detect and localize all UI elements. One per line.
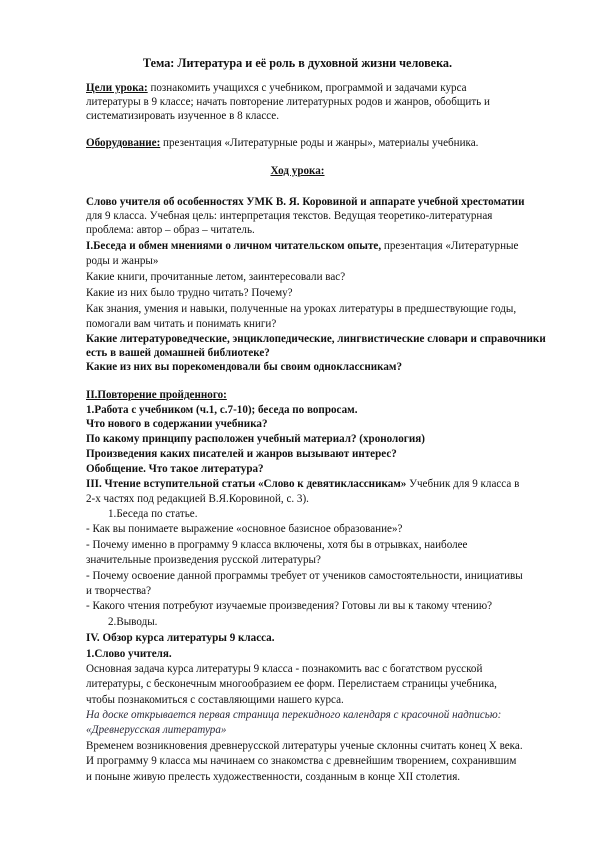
section2-question-2: По какому принципу расположен учебный материал? (хронология)	[86, 433, 425, 445]
section4-paragraph-2c: и поныне живую прелесть художественности, созданным в конце XII столетия.	[86, 771, 461, 783]
section3-line-2: 2-х частях под редакцией В.Я.Коровиной, с. 3).	[86, 493, 309, 505]
section4-subheading: 1.Слово учителя.	[86, 648, 172, 660]
section3-question-3a: - Почему освоение данной программы требует от учеников самостоятельности, инициативы	[86, 570, 523, 582]
section3-question-1: - Как вы понимаете выражение «основное базисное образование»?	[86, 523, 403, 535]
section4-paragraph-2b: И программу 9 класса мы начинаем со знакомства с древнейшим творением, сохранившим	[86, 755, 517, 767]
teacher-word-line-3: проблема: автор – образ – читатель.	[86, 224, 255, 236]
section1-question-3b: помогали вам читать и понимать книги?	[86, 318, 277, 330]
section1-heading-line	[86, 240, 518, 254]
section3-question-2a: - Почему именно в программу 9 класса включены, хотя бы в отрывках, наиболее	[86, 539, 468, 551]
equipment-text: презентация «Литературные роды и жанры», материалы учебника.	[160, 137, 479, 149]
section1-question-2: Какие из них было трудно читать? Почему?	[86, 287, 293, 299]
section4-note-2: «Древнерусская литература»	[86, 724, 227, 736]
teacher-word-line-2: для 9 класса. Учебная цель: интерпретация текстов. Ведущая теоретико-литературная	[86, 210, 493, 222]
goals-line-1	[86, 82, 467, 96]
section4-note-1: На доске открывается первая страница перекидного календаря с красочной надписью:	[86, 709, 502, 721]
section3-item-1: 1.Беседа по статье.	[108, 508, 198, 520]
section2-question-1: Что нового в содержании учебника?	[86, 418, 268, 430]
section3-heading: III. Чтение вступительной статьи «Слово к девятиклассникам»	[86, 478, 407, 490]
section3-question-3b: и творчества?	[86, 585, 152, 597]
goals-line-2: литературы в 9 классе; начать повторение литературных родов и жанров, обобщить и	[86, 96, 490, 108]
page-title: Тема: Литература и её роль в духовной жизни человека.	[142, 56, 453, 70]
section2-question-3: Произведения каких писателей и жанров вызывают интерес?	[86, 448, 397, 460]
section1-question-4a: Какие литературоведческие, энциклопедические, лингвистические словари и справочники	[86, 333, 546, 345]
section3-question-4: - Какого чтения потребуют изучаемые произведения? Готовы ли вы к такому чтению?	[86, 600, 493, 612]
section1-question-1: Какие книги, прочитанные летом, заинтересовали вас?	[86, 271, 346, 283]
section1-question-3a: Как знания, умения и навыки, полученные на уроках литературы в предшествующие годы,	[86, 303, 517, 315]
goals-text-1: познакомить учащихся с учебником, программой и задачами курса	[147, 82, 467, 94]
section1-question-5: Какие из них вы порекомендовали бы своим одноклассникам?	[86, 361, 403, 373]
goals-label: Цели урока:	[86, 82, 148, 94]
section2-heading: II.Повторение пройденного:	[86, 389, 227, 401]
section4-paragraph-1c: чтобы познакомиться с составляющими нашего курса.	[86, 694, 344, 706]
goals-line-3: систематизировать изученное в 8 классе.	[86, 110, 279, 122]
section3-heading-tail: Учебник для 9 класса в	[406, 478, 520, 490]
lesson-heading: Ход урока:	[270, 165, 325, 177]
section1-question-4b: есть в вашей домашней библиотеке?	[86, 347, 270, 359]
section2-item-1: 1.Работа с учебником (ч.1, с.7-10); беседа по вопросам.	[86, 404, 358, 416]
section3-question-2b: значительные произведения русской литературы?	[86, 554, 321, 566]
section4-paragraph-1b: литературы, с бесконечным многообразием ее форм. Перелистаем страницы учебника,	[86, 678, 497, 690]
section1-line-2: роды и жанры»	[86, 255, 159, 267]
section3-heading-line	[86, 478, 519, 492]
equipment-line	[86, 137, 478, 151]
section1-heading-tail: презентация «Литературные	[381, 240, 519, 252]
section1-heading: I.Беседа и обмен мнениями о личном читательском опыте,	[86, 240, 382, 252]
section4-heading: IV. Обзор курса литературы 9 класса.	[86, 632, 275, 644]
section3-item-2: 2.Выводы.	[108, 616, 158, 628]
teacher-word-line-1: Слово учителя об особенностях УМК В. Я. Коровиной и аппарате учебной хрестоматии	[86, 196, 525, 208]
equipment-label: Оборудование:	[86, 137, 161, 149]
section4-paragraph-1a: Основная задача курса литературы 9 класса - познакомить вас с богатством русской	[86, 663, 483, 675]
section4-paragraph-2a: Временем возникновения древнерусской литературы ученые склонны считать конец X века.	[86, 740, 523, 752]
section2-summary: Обобщение. Что такое литература?	[86, 463, 264, 475]
